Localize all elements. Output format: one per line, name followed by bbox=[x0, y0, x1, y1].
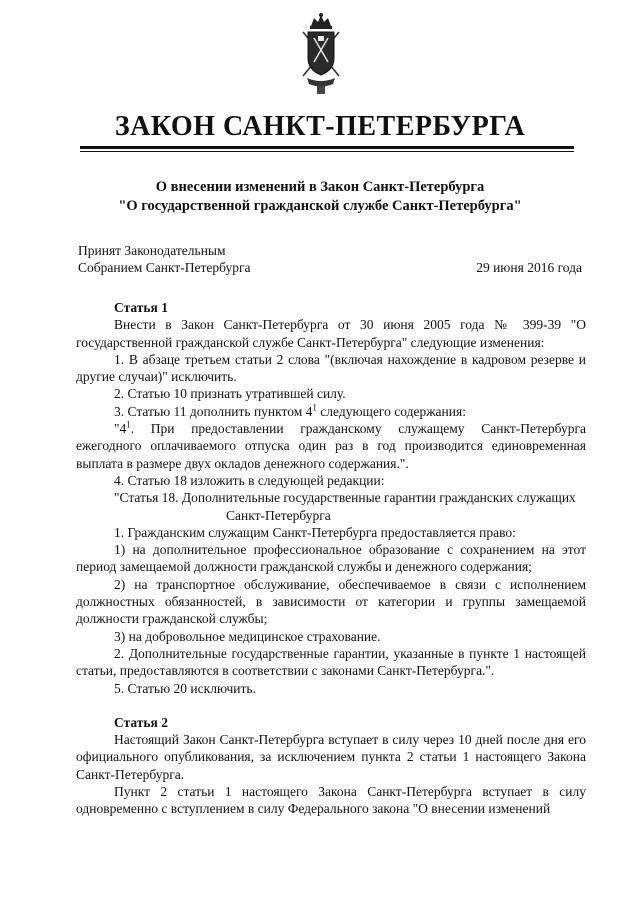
adoption-body bbox=[78, 242, 251, 276]
article-1-item-3 bbox=[76, 403, 586, 420]
law-body bbox=[76, 299, 586, 818]
spacer bbox=[76, 697, 586, 714]
adoption-line-1: Принят Законодательным bbox=[78, 243, 226, 258]
law-title: ЗАКОН САНКТ-ПЕТЕРБУРГА bbox=[114, 111, 526, 142]
article-18-point-1: 1. Гражданским служащим Санкт-Петербурга предоставляется право: bbox=[114, 524, 516, 540]
new-article-18-title: "Статья 18. Дополнительные государственные гарантии гражданских служащих bbox=[114, 490, 576, 506]
article-2-paragraph-1: Настоящий Закон Санкт-Петербурга вступает в силу через 10 дней после дня его официального опубликования, за исключением пункта 2 статьи 1 настоящего Закона Санкт-Петербурга. bbox=[76, 732, 586, 782]
article-2-heading: Статья 2 bbox=[114, 714, 168, 730]
quote-superscript: 1 bbox=[126, 419, 131, 430]
quote-text-end: . При предоставлении гражданскому служащему Санкт-Петербурга ежегодного оплачиваемого отпуска один раз в год производится единовременная выплата в размере двух окладов денежного содержания.". bbox=[76, 421, 586, 471]
adoption-date: 29 июня 2016 года bbox=[476, 260, 582, 275]
law-subject bbox=[0, 178, 640, 216]
item-3-superscript: 1 bbox=[312, 402, 317, 413]
adoption-line-2: Собранием Санкт-Петербурга bbox=[78, 260, 251, 275]
quote-text: "4 bbox=[114, 421, 127, 437]
subject-line-1: О внесении изменений в Закон Санкт-Петербурга bbox=[155, 179, 485, 195]
item-3-text: 3. Статью 11 дополнить пунктом 4 bbox=[114, 403, 313, 419]
title-rule-thin bbox=[80, 151, 574, 152]
article-18-point-1-3: 3) на добровольное медицинское страхование. bbox=[114, 628, 381, 644]
item-3-text-end: следующего содержания: bbox=[316, 403, 466, 419]
article-1-heading: Статья 1 bbox=[114, 300, 168, 315]
article-2-paragraph-2: Пункт 2 статьи 1 настоящего Закона Санкт-Петербурга вступает в силу одновременно с вступлением в силу Федерального закона "О внесении изменений bbox=[76, 784, 586, 817]
article-1-item-4: 4. Статью 18 изложить в следующей редакции: bbox=[114, 472, 385, 488]
article-1-item-2: 2. Статью 10 признать утратившей силу. bbox=[114, 386, 346, 402]
subject-line-2: "О государственной гражданской службе Санкт-Петербурга" bbox=[118, 198, 522, 214]
article-18-point-2: 2. Дополнительные государственные гарантии, указанные в пункте 1 настоящей статьи, предоставляются в соответствии с законами Санкт-Петербурга.". bbox=[76, 645, 586, 679]
article-1-item-1: 1. В абзаце третьем статьи 2 слова "(включая нахождение в кадровом резерве и другие случаи)" исключить. bbox=[76, 351, 586, 385]
article-18-point-1-2: 2) на транспортное обслуживание, обеспечиваемое в связи с исполнением должностных обязанностей, в зависимости от категории и группы замещаемой должности гражданской службы; bbox=[76, 576, 586, 627]
article-18-point-1-1: 1) на дополнительное профессиональное образование с сохранением на этот период замещаемой должности гражданской службы и денежного содержания; bbox=[76, 542, 586, 575]
new-article-18-title-cont: Санкт-Петербурга bbox=[226, 507, 331, 523]
title-rule-thick bbox=[80, 146, 574, 149]
article-1-intro: Внести в Закон Санкт-Петербурга от 30 июня 2005 года № 399-39 "О государственной гражданской службе Санкт-Петербурга" следующие изменения: bbox=[76, 317, 586, 350]
article-1-quote bbox=[76, 420, 586, 472]
article-1-item-5: 5. Статью 20 исключить. bbox=[114, 680, 256, 696]
coat-of-arms-icon bbox=[299, 12, 343, 98]
